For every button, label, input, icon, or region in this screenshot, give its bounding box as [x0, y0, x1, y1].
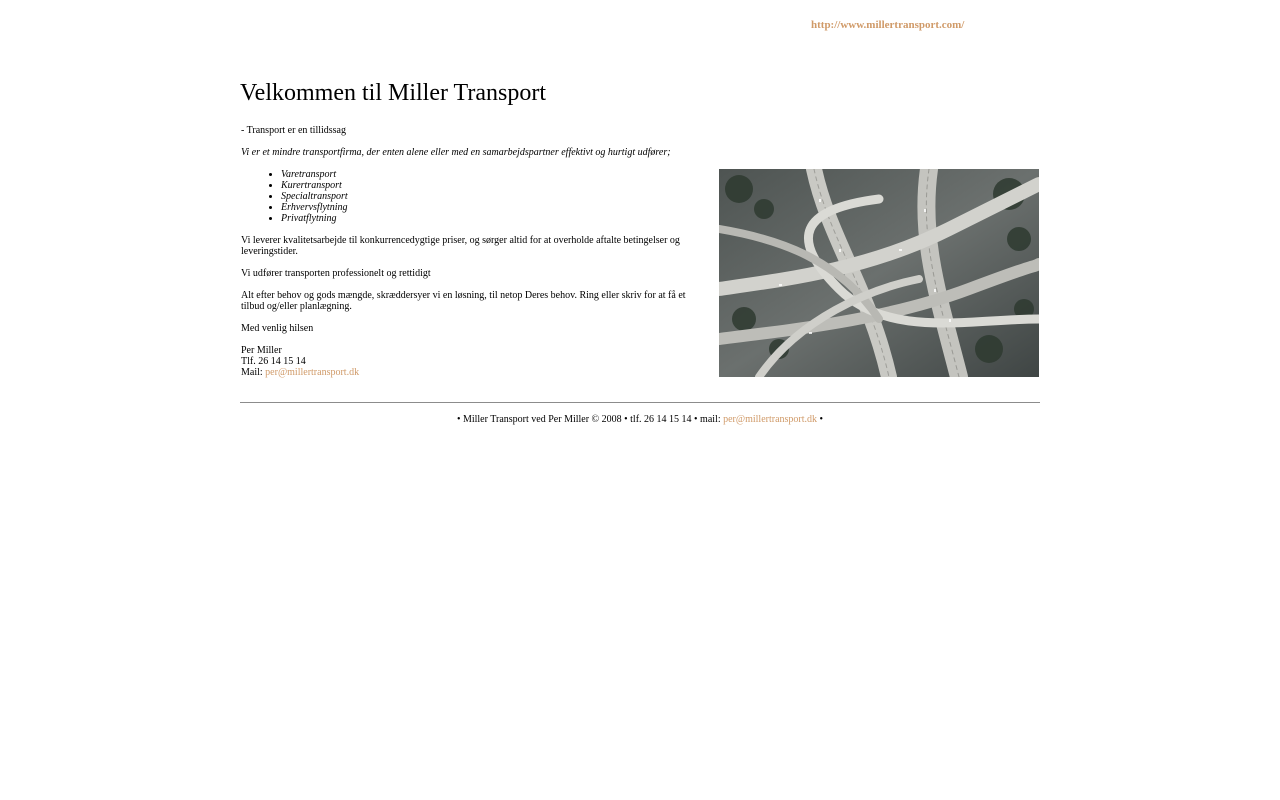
website-url-link[interactable]: http://www.millertransport.com/	[811, 19, 965, 31]
paragraph-regards: Med venlig hilsen	[241, 323, 314, 334]
footer	[240, 414, 1040, 425]
footer-divider	[240, 402, 1040, 403]
page-title: Velkommen til Miller Transport	[240, 80, 546, 106]
contact-name: Per Miller	[241, 345, 282, 356]
contact-mail-row	[241, 367, 711, 378]
contact-phone: Tlf. 26 14 15 14	[241, 356, 306, 367]
highway-interchange-photo	[719, 169, 1039, 377]
tagline: - Transport er en tillidssag	[241, 125, 346, 136]
contact-mail-link[interactable]: per@millertransport.dk	[265, 367, 360, 378]
services-list	[241, 169, 348, 224]
paragraph-offer: Alt efter behov og gods mængde, skræddersyer vi en løsning, til netop Deres behov. Ring eller skriv for at få et tilbud og/eller planlægning.	[241, 290, 686, 312]
service-item: • Privatflytning	[281, 213, 348, 224]
contact-block	[241, 345, 711, 378]
service-item: • Erhvervsflytning	[281, 202, 348, 213]
paragraph-quality: Vi leverer kvalitetsarbejde til konkurrencedygtige priser, og sørger altid for at overholde aftalte betingelser og leveringstider.	[241, 235, 680, 257]
service-item: • Varetransport	[281, 169, 348, 180]
service-item: • Specialtransport	[281, 191, 348, 202]
paragraph-professional: Vi udfører transporten professionelt og rettidigt	[241, 268, 431, 279]
footer-text: • Miller Transport ved Per Miller © 2008 • tlf. 26 14 15 14 • mail:	[456, 414, 721, 425]
footer-mail-link[interactable]: per@millertransport.dk	[723, 414, 818, 425]
footer-end: •	[819, 414, 824, 425]
contact-mail-label: Mail:	[241, 367, 263, 378]
intro-text: Vi er et mindre transportfirma, der enten alene eller med en samarbejdspartner effektivt og hurtigt udfører;	[241, 147, 671, 158]
service-item: • Kurertransport	[281, 180, 348, 191]
